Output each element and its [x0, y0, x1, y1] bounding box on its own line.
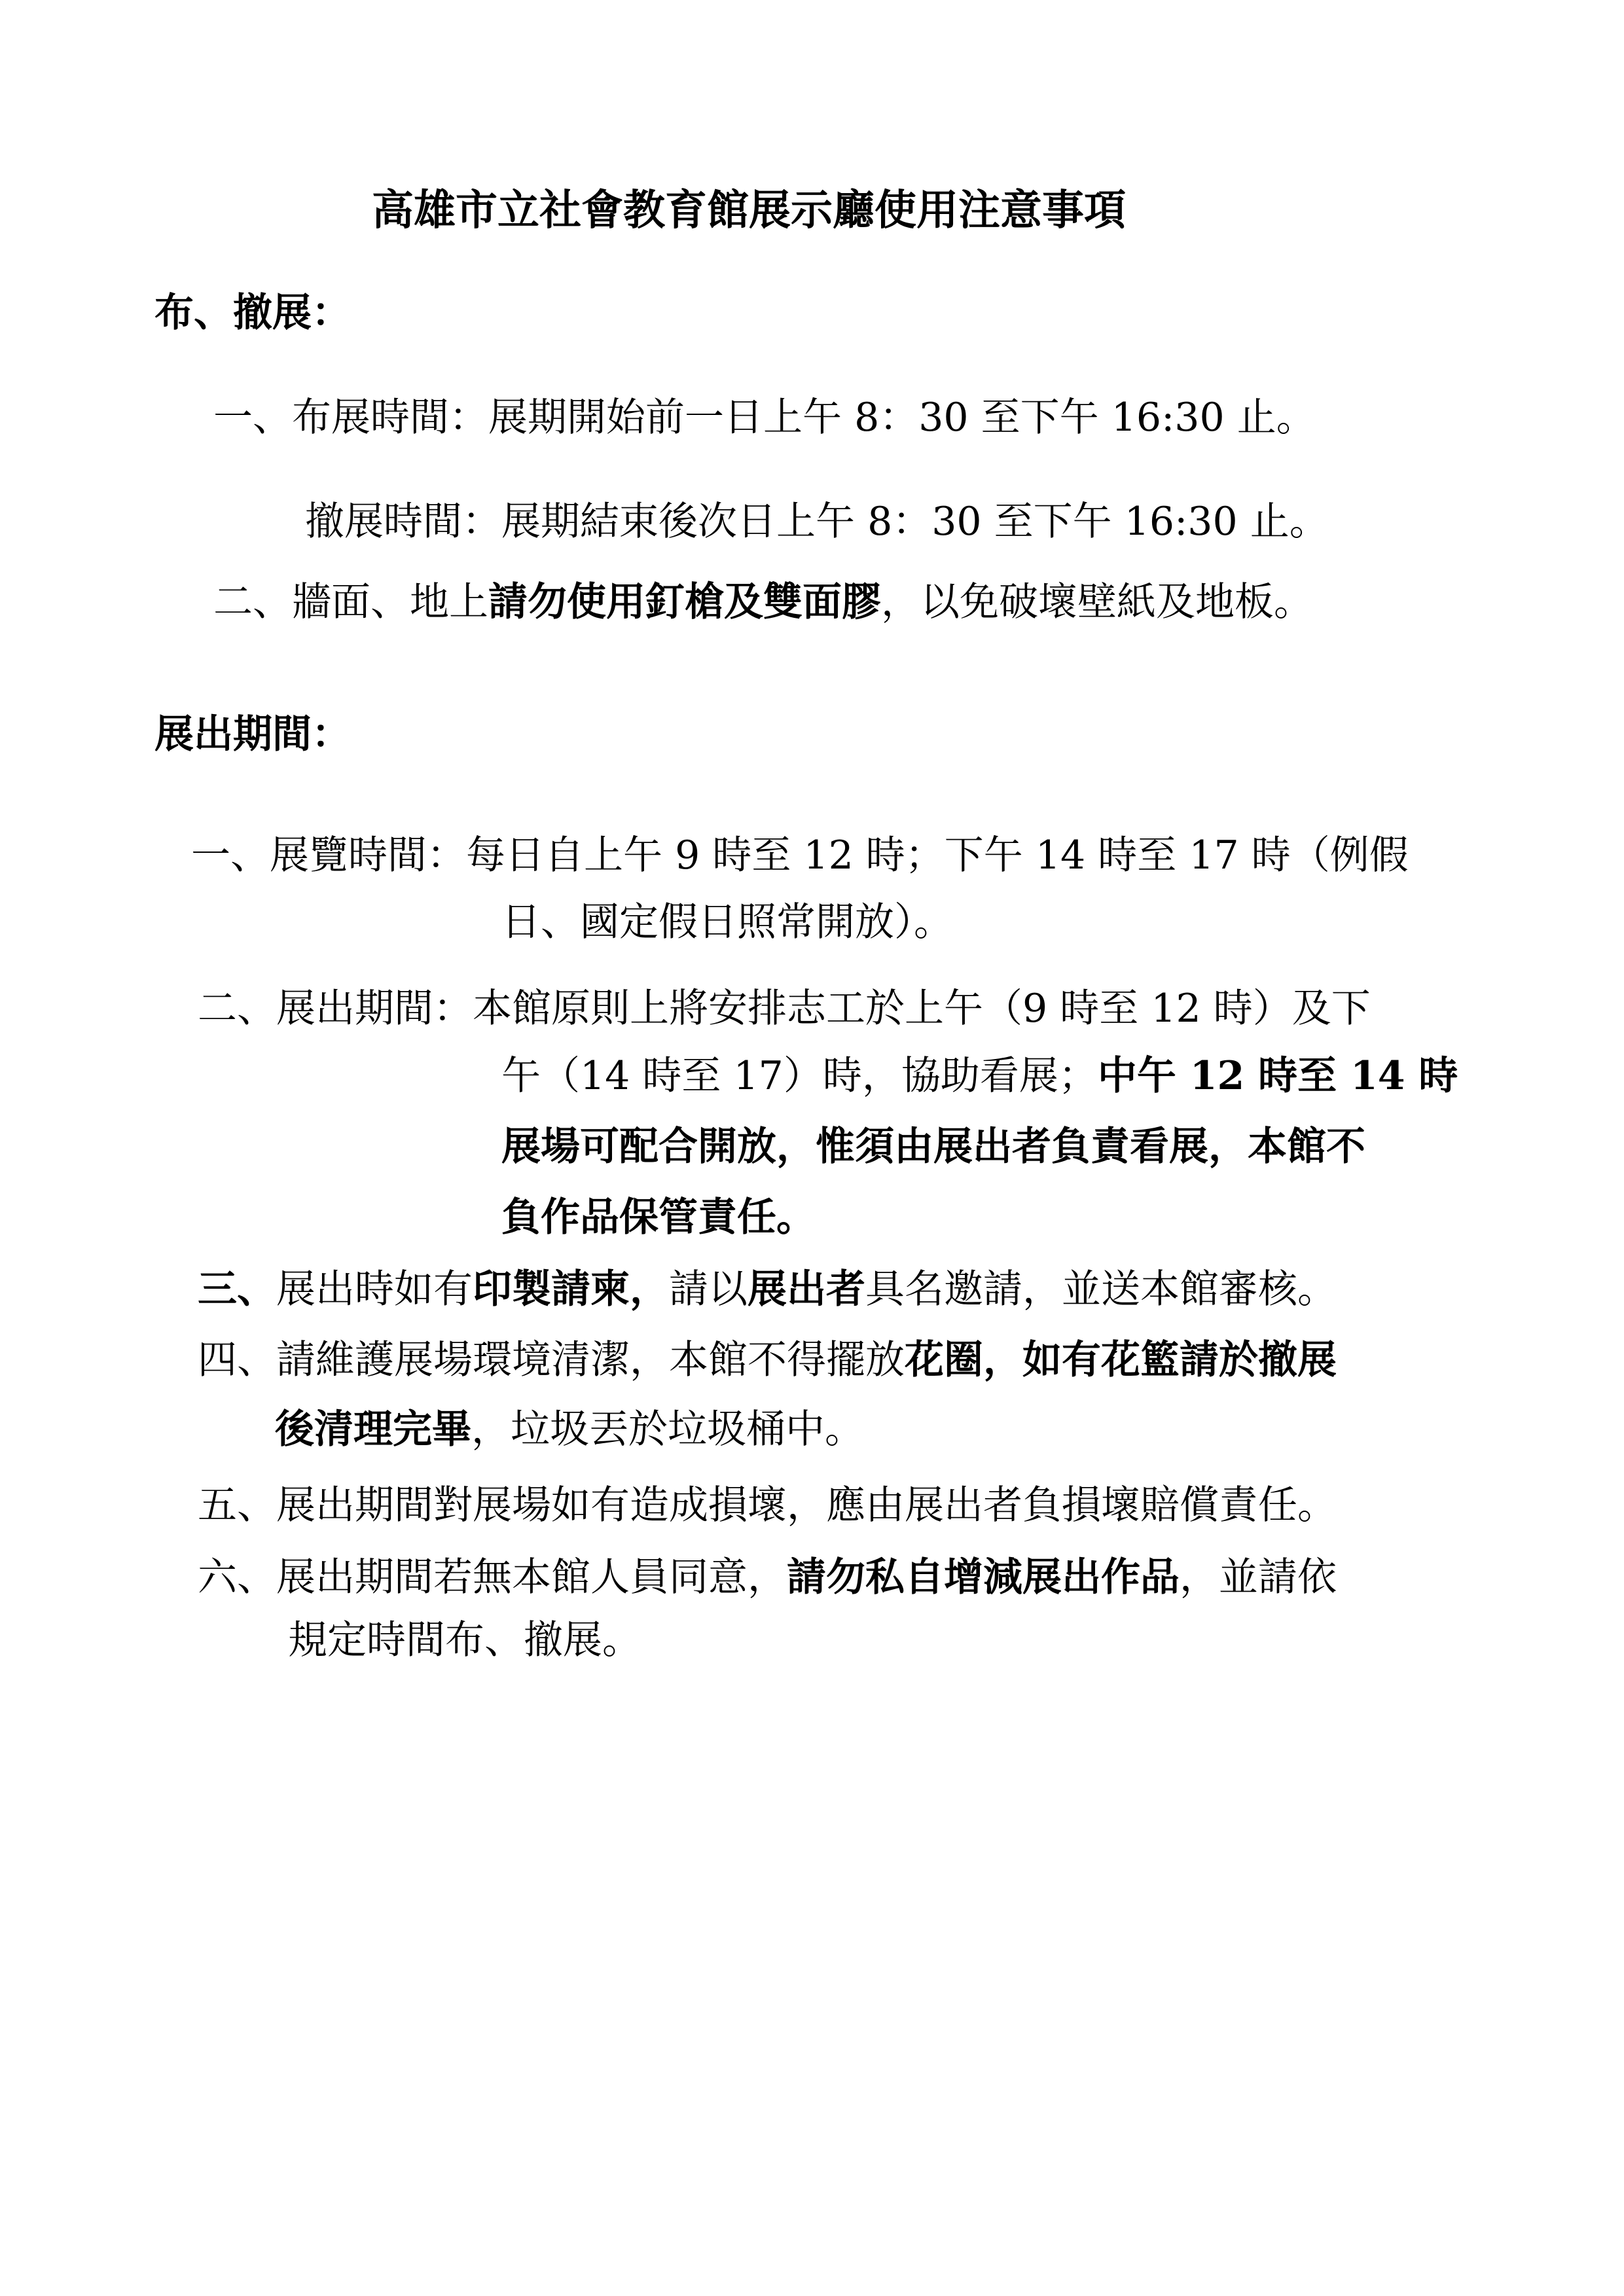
cleanliness-plain1: 四、請維護展場環境清潔，本館不得擺放 [198, 1337, 905, 1383]
cleanliness-bold2: 後清理完畢 [275, 1407, 471, 1452]
damage-liability-rule: 五、展出期間對展場如有造成損壞，應由展出者負損壞賠償責任。 [198, 1482, 1337, 1528]
page-title: 高雄市立社會教育館展示廳使用注意事項 [372, 186, 1126, 235]
invitation-number: 三、 [198, 1266, 276, 1312]
opening-hours-line2: 日、國定假日照常開放）。 [501, 899, 953, 945]
cleanliness-plain2: ，垃圾丟於垃圾桶中。 [471, 1407, 864, 1452]
cleanliness-bold1: 花圈，如有花籃請於撤展 [905, 1337, 1337, 1383]
exhibition-period-line2 [501, 1050, 1458, 1102]
invitation-bold2: 展出者 [748, 1266, 865, 1312]
invitation-plain2: 請以 [669, 1266, 748, 1312]
invitation-bold1: 印製請柬， [473, 1266, 669, 1312]
artwork-change-plain2: ，並請依 [1180, 1554, 1337, 1600]
exhibition-period-line4: 負作品保管責任。 [501, 1194, 816, 1240]
invitation-rule [198, 1263, 1337, 1316]
invitation-plain3: 具名邀請，並送本館審核。 [865, 1266, 1337, 1312]
setup-time-line: 一、布展時間：展期開始前一日上午 8：30 至下午 16:30 止。 [213, 395, 1316, 440]
cleanliness-rule-line1 [198, 1334, 1337, 1386]
invitation-plain1: 展出時如有 [276, 1266, 473, 1312]
artwork-change-plain1: 六、展出期間若無本館人員同意， [198, 1554, 787, 1600]
wall-floor-bold: 請勿使用釘槍及雙面膠 [488, 579, 881, 625]
artwork-change-rule-line2: 規定時間布、撤展。 [288, 1617, 641, 1663]
teardown-time-line: 撤展時間：展期結束後次日上午 8：30 至下午 16:30 止。 [305, 499, 1329, 545]
artwork-change-rule-line1 [198, 1551, 1337, 1604]
exhibition-period-line2-bold: 中午 12 時至 14 時 [1097, 1053, 1458, 1099]
section-heading-exhibition: 展出期間： [154, 711, 351, 757]
wall-floor-rule [213, 576, 1313, 628]
section-heading-setup: 布、撤展： [154, 290, 351, 336]
cleanliness-rule-line2 [275, 1403, 864, 1456]
artwork-change-bold1: 請勿私自增減展出作品 [787, 1554, 1180, 1600]
wall-floor-suffix: ，以免破壞壁紙及地板。 [881, 579, 1313, 625]
exhibition-period-line2-plain: 午（14 時至 17）時，協助看展； [501, 1053, 1098, 1099]
opening-hours-line1: 一、展覽時間：每日自上午 9 時至 12 時；下午 14 時至 17 時（例假 [191, 833, 1409, 878]
wall-floor-prefix: 二、牆面、地上 [213, 579, 488, 625]
exhibition-period-line1: 二、展出期間：本館原則上將安排志工於上午（9 時至 12 時）及下 [198, 986, 1371, 1031]
exhibition-period-line3: 展場可配合開放，惟須由展出者負責看展，本館不 [501, 1124, 1365, 1170]
